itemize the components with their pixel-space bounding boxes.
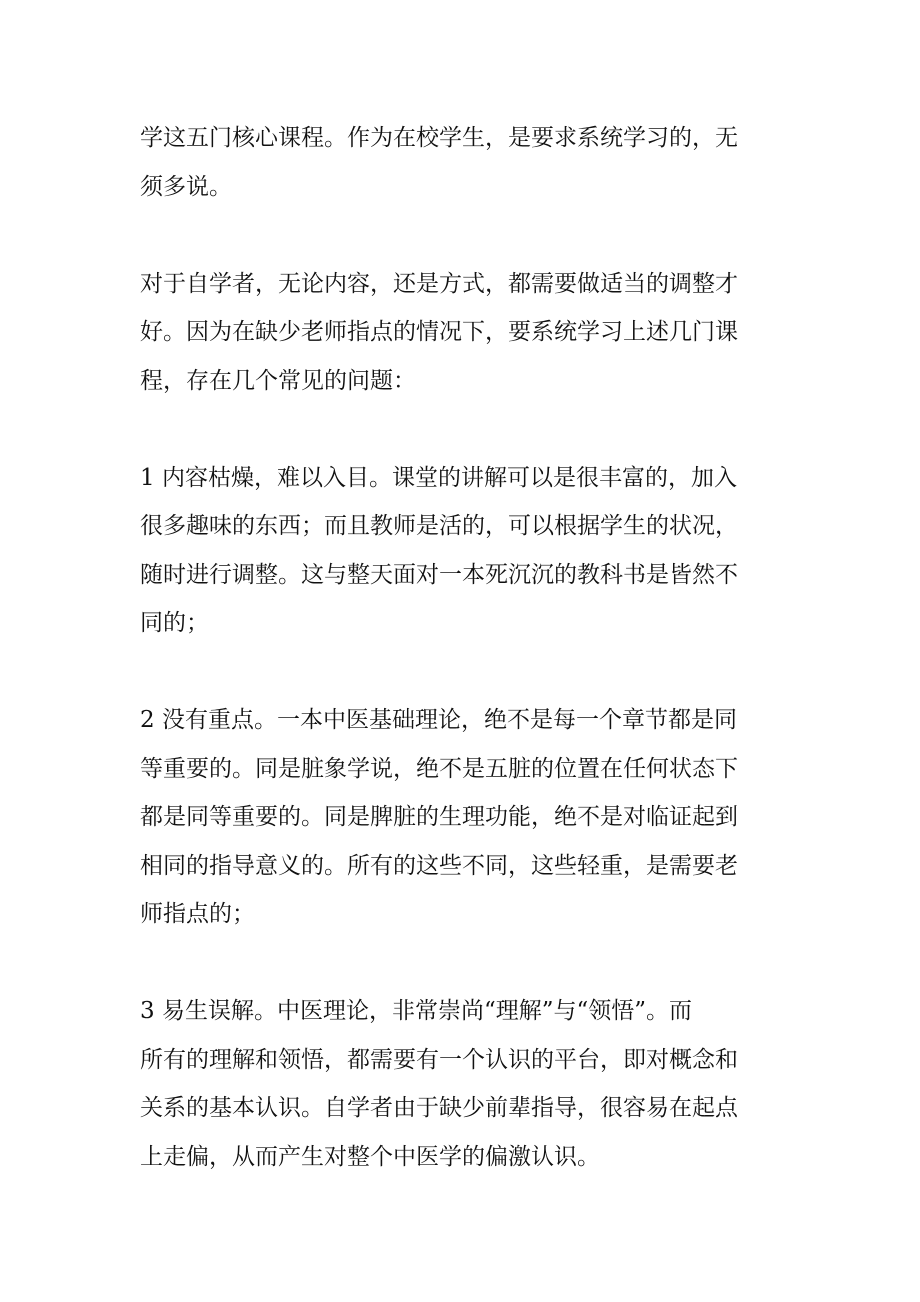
paragraph-intro-continuation: 学这五门核心课程。作为在校学生，是要求系统学习的，无 须多说。 — [140, 125, 738, 200]
paragraph-self-learner: 对于自学者，无论内容，还是方式，都需要做适当的调整才 好。因为在缺少老师指点的情况下，要系统学习上述几门课 程，存在几个常见的问题： — [140, 270, 738, 394]
paragraph-problem-3: 3 易生误解。中医理论，非常崇尚“理解”与“领悟”。而 所有的理解和领悟，都需要有一个认识的平台，即对概念和 关系的基本认识。自学者由于缺少前辈指导，很容易在起点 上走偏，从而产生对整个中医学的偏激认识。 — [140, 998, 738, 1170]
paragraph-problem-2: 2 没有重点。一本中医基础理论，绝不是每一个章节都是同 等重要的。同是脏象学说，绝不是五脏的位置在任何状态下 都是同等重要的。同是脾脏的生理功能，绝不是对临证起到 相同的指导意义的。所有的这些不同，这些轻重，是需要老 师指点的； — [140, 707, 738, 927]
document-body — [140, 114, 800, 1230]
paragraph-problem-1: 1 内容枯燥，难以入目。课堂的讲解可以是很丰富的，加入 很多趣味的东西；而且教师是活的，可以根据学生的状况， 随时进行调整。这与整天面对一本死沉沉的教科书是皆然不 同的； — [140, 464, 738, 636]
